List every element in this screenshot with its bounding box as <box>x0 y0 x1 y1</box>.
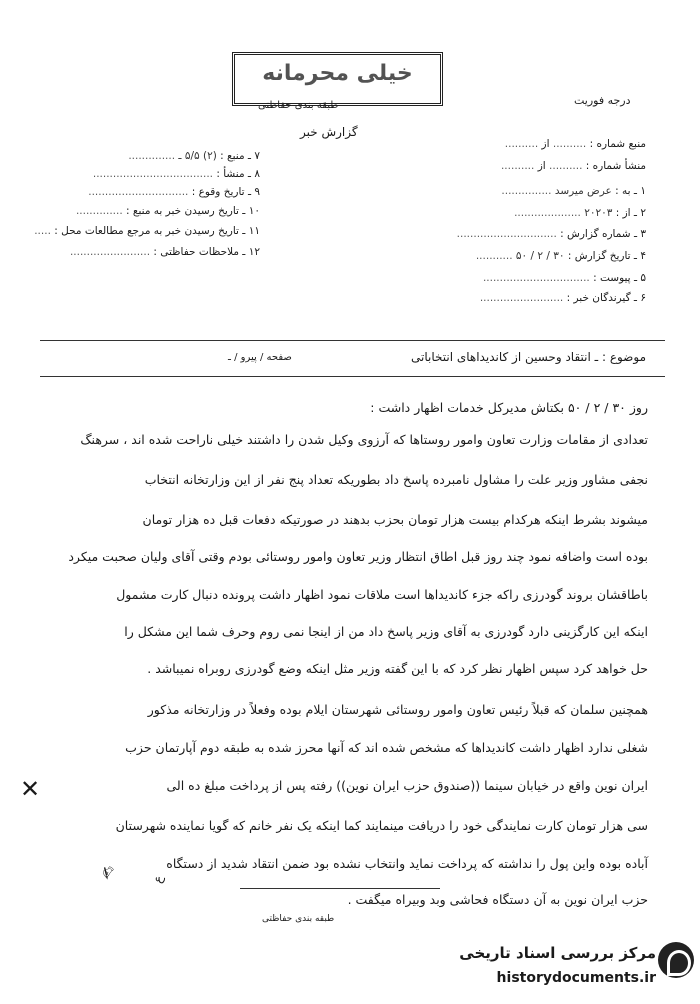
left-field-source: ۷ ـ منبع : (۲) ۵/۵ ـ .............. <box>128 150 260 162</box>
right-field-to: ۱ ـ به : عرض میرسد ............... <box>501 185 646 197</box>
left-field-security-notes: ۱۲ ـ ملاحظات حفاظتی : ........................ <box>69 246 260 258</box>
watermark-name: مرکز بررسی اسناد تاریخی <box>459 944 656 962</box>
left-field-date-to-source: ۱۰ ـ تاریخ رسیدن خبر به منبع : .............. <box>75 205 260 217</box>
footer-divider <box>240 888 440 889</box>
right-field-from: ۲ ـ از : ۲۰۲۰۳ .................... <box>514 207 646 219</box>
body-line-5: بوده است واضافه نمود چند روز قبل اطاق انتظار وزیر تعاون وامور روستائی بودم وقتی آقای ولیان صحبت میکرد <box>68 549 648 564</box>
right-field-origin-no: منشأ شماره : .......... از .......... <box>500 160 646 172</box>
body-line-11: ایران نوین واقع در خیابان سینما ((صندوق حزب ایران نوین)) رفته پس از پرداخت مبلغ ده الی <box>166 778 648 793</box>
report-title: گزارش خبر <box>300 125 358 139</box>
page-label: صفحه / پیرو / ـ <box>228 352 292 363</box>
right-field-source-no: منبع شماره : .......... از .......... <box>504 138 646 150</box>
body-line-10: شغلی ندارد اظهار داشت کاندیداها که مشخص شده اند که آنها محرز شده به طبقه دوم آپارتمان حزب <box>125 740 648 755</box>
subject-line: موضوع : ـ انتقاد وحسین از کاندیداهای انتخاباتی <box>411 350 646 364</box>
right-field-recipients: ۶ ـ گیرندگان خبر : ......................... <box>479 292 646 304</box>
body-line-3: نجفی مشاور وزیر علت را مشاول نامبرده پاسخ داد بطوریکه تعداد پنج نفر از این وزارتخانه انتخاب <box>144 472 648 487</box>
classification-label: طبقه بندی حفاظتی <box>258 100 339 111</box>
left-field-origin: ۸ ـ منشأ : .................................... <box>92 168 260 180</box>
left-field-date-to-office: ۱۱ ـ تاریخ رسیدن خبر به مرجع مطالعات محل : ..... <box>34 225 260 237</box>
right-field-attachment: ۵ ـ پیوست : ................................ <box>482 272 646 284</box>
body-line-13: آباده بوده واین پول را نداشته که پرداخت نماید وانتخاب نشده بود ضمن انتقاد شدید از دستگاه <box>166 856 648 871</box>
body-line-14: حزب ایران نوین به آن دستگاه فحاشی وبد وبیراه میگفت . <box>347 892 648 907</box>
watermark-url: historydocuments.ir <box>496 970 656 986</box>
signature-initial: ع <box>150 873 166 885</box>
priority-label: درجه فوریت <box>574 94 631 107</box>
body-line-6: باطاقشان بروند گودرزی راکه جزء کاندیداها است ملاقات نمود اظهار داشت پرونده دنبال کارت مشمول <box>116 587 648 602</box>
header-divider <box>40 340 665 341</box>
body-line-7: اینکه این کارگزینی دارد گودرزی به آقای وزیر پاسخ داد من از اینجا نمی روم وحرف شما این مشکل را <box>124 624 648 639</box>
right-field-report-no: ۳ ـ شماره گزارش : .............................. <box>456 228 646 240</box>
handwritten-signature: ✍ <box>96 861 120 883</box>
classification-stamp <box>232 52 443 106</box>
body-line-12: سی هزار تومان کارت نمایندگی خود را دریافت مینمایند کما اینکه یک نفر خانم که گویا نماینده شهرستان <box>115 818 648 833</box>
body-line-4: میشوند بشرط اینکه هرکدام بیست هزار تومان بحزب بدهند در صورتیکه دفعات قبل ده هزار تومان <box>142 512 648 527</box>
body-line-1: روز ۳۰ / ۲ / ۵۰ بکتاش مدیرکل خدمات اظهار داشت : <box>370 400 648 415</box>
body-line-8: حل خواهد کرد سپس اظهار نظر کرد که با این گفته وزیر مثل اینکه وضع گودرزی روبراه نمیباشد . <box>147 661 648 676</box>
margin-mark-icon: ✕ <box>20 775 41 803</box>
body-line-2: تعدادی از مقامات وزارت تعاون وامور روستاها که آرزوی وکیل شدن را داشتند خیلی ناراحت شده اند ، سرهنگ <box>80 432 648 447</box>
left-field-date-occurred: ۹ ـ تاریخ وقوع : .............................. <box>88 186 260 198</box>
right-field-report-date: ۴ ـ تاریخ گزارش : ۳۰ / ۲ / ۵۰ ........... <box>475 250 646 262</box>
subject-divider <box>40 376 665 377</box>
footer-classification: طبقه بندی حفاظتی <box>262 914 335 924</box>
body-line-9: همچنین سلمان که قبلاً رئیس تعاون وامور روستائی شهرستان ایلام بوده وفعلاً در وزارتخانه مذکور <box>147 702 648 717</box>
stamp-text: خیلی محرمانه <box>262 61 413 86</box>
watermark-logo-icon <box>658 942 694 978</box>
